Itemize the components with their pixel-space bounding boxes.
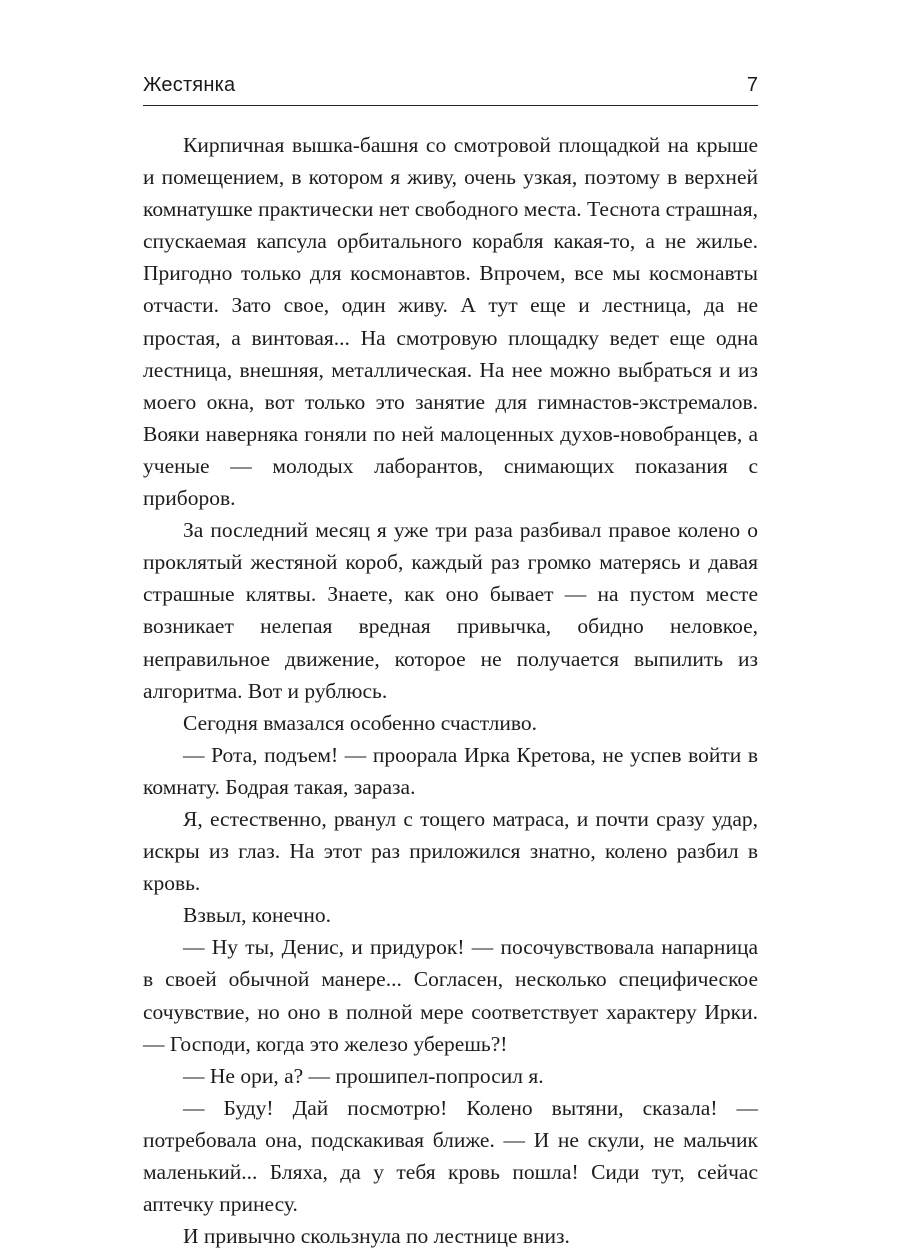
paragraph: Я, естественно, рванул с тощего матраса, и почти сразу удар, искры из глаз. На этот раз приложился знатно, колено разбил в кровь. — [143, 806, 758, 896]
header-rule — [143, 105, 758, 106]
paragraph: И привычно скользнула по лестнице вниз. — [183, 1224, 570, 1249]
running-head — [143, 74, 758, 104]
paragraph: Кирпичная вышка-башня со смотровой площадкой на крыше и помещением, в котором я живу, очень узкая, поэтому в верхней комнатушке практически нет свободного места. Теснота страшная, спускаемая капсула орбитального корабля какая-то, а не жилье. Пригодно только для космонавтов. Впрочем, все мы космонавты отчасти. Зато свое, один живу. А тут еще и лестница, да не простая, а винтовая... На смотровую площадку ведет еще одна лестница, внешняя, металлическая. На нее можно выбраться и из моего окна, вот только это занятие для гимнастов-экстремалов. Вояки наверняка гоняли по ней малоценных духов-новобранцев, а ученые — молодых лаборантов, снимающих показания с приборов. — [143, 133, 758, 511]
paragraph: За последний месяц я уже три раза разбивал правое колено о проклятый жестяной короб, каждый раз громко матерясь и давая страшные клятвы. Знаете, как оно бывает — на пустом месте возникает нелепая вредная привычка, обидно неловкое, неправильное движение, которое не получается выпилить из алгоритма. Вот и рублюсь. — [143, 518, 758, 703]
paragraph: — Не ори, а? — прошипел-попросил я. — [183, 1063, 544, 1088]
paragraph: Взвыл, конечно. — [183, 903, 331, 928]
paragraph: — Буду! Дай посмотрю! Колено вытяни, сказала! — потребовала она, подскакивая ближе. — И не скули, не мальчик маленький... Бляха, да у тебя кровь пошла! Сиди тут, сейчас аптечку принесу. — [143, 1095, 758, 1217]
paragraph: — Ну ты, Денис, и придурок! — посочувствовала напарница в своей обычной манере... Согласен, несколько специфическое сочувствие, но оно в полной мере соответствует характеру Ирки. — Господи, когда это железо уберешь?! — [143, 935, 758, 1056]
running-title: Жестянка — [143, 74, 236, 96]
body-text — [143, 129, 758, 1252]
paragraph: Сегодня вмазался особенно счастливо. — [183, 710, 537, 735]
paragraph: — Рота, подъем! — проорала Ирка Кретова, не успев войти в комнату. Бодрая такая, зараза. — [143, 742, 758, 799]
page-number: 7 — [746, 74, 758, 96]
